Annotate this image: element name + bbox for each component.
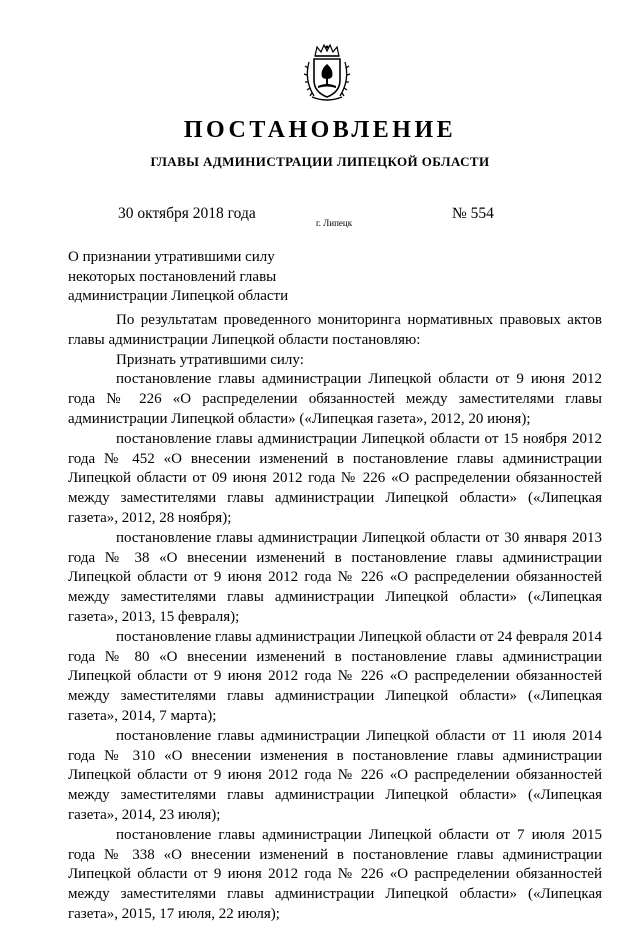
document-date: 30 октября 2018 года xyxy=(118,205,256,222)
body-paragraph: По результатам проведенного мониторинга нормативных правовых актов главы администрации Липецкой области постановляю: xyxy=(68,312,602,348)
document-body xyxy=(68,311,602,925)
document-heading xyxy=(68,248,328,307)
heading-line: О признании утратившими силу xyxy=(68,249,275,265)
body-paragraph: постановление главы администрации Липецкой области от 24 февраля 2014 года № 80 «О внесении изменений в постановление главы администрации Липецкой области от 9 июня 2012 года № 226 «О распределении обязанностей между заместителями главы администрации Липецкой области» («Липецкая газета», 2014, 7 марта); xyxy=(68,628,602,724)
body-paragraph: постановление главы администрации Липецкой области от 30 января 2013 года № 38 «О внесении изменений в постановление главы администрации Липецкой области от 9 июня 2012 года № 226 «О распределении обязанностей между заместителями главы администрации Липецкой области» («Липецкая газета», 2013, 15 февраля); xyxy=(68,529,602,625)
body-paragraph: постановление главы администрации Липецкой области от 9 июня 2012 года № 226 «О распределении обязанностей между заместителями главы администрации Липецкой области» («Липецкая газета», 2012, 20 июня); xyxy=(68,371,602,427)
body-paragraph: постановление главы администрации Липецкой области от 15 ноября 2012 года № 452 «О внесении изменений в постановление главы администрации Липецкой области от 09 июня 2012 года № 226 «О распределении обязанностей между заместителями главы администрации Липецкой области» («Липецкая газета», 2012, 28 ноября); xyxy=(68,430,602,526)
document-place: г. Липецк xyxy=(316,218,353,228)
body-paragraph: постановление главы администрации Липецкой области от 7 июля 2015 года № 338 «О внесении изменений в постановление главы администрации Липецкой области от 9 июня 2012 года № 226 «О распределении обязанностей между заместителями главы администрации Липецкой области» («Липецкая газета», 2015, 17 июля, 22 июля); xyxy=(68,826,602,922)
coat-of-arms-icon xyxy=(300,42,354,104)
body-paragraph: постановление главы администрации Липецкой области от 11 июля 2014 года № 310 «О внесении изменения в постановление главы администрации Липецкой области от 9 июня 2012 года № 226 «О распределении обязанностей между заместителями главы администрации Липецкой области» («Липецкая газета», 2014, 23 июля); xyxy=(68,727,602,823)
heading-line: администрации Липецкой области xyxy=(68,288,289,304)
document-title: ПОСТАНОВЛЕНИЕ xyxy=(183,117,457,143)
document-subtitle: ГЛАВЫ АДМИНИСТРАЦИИ ЛИПЕЦКОЙ ОБЛАСТИ xyxy=(150,154,490,169)
heading-line: некоторых постановлений главы xyxy=(68,268,277,285)
body-paragraph: Признать утратившими силу: xyxy=(116,351,304,368)
document-number: № 554 xyxy=(452,205,494,222)
